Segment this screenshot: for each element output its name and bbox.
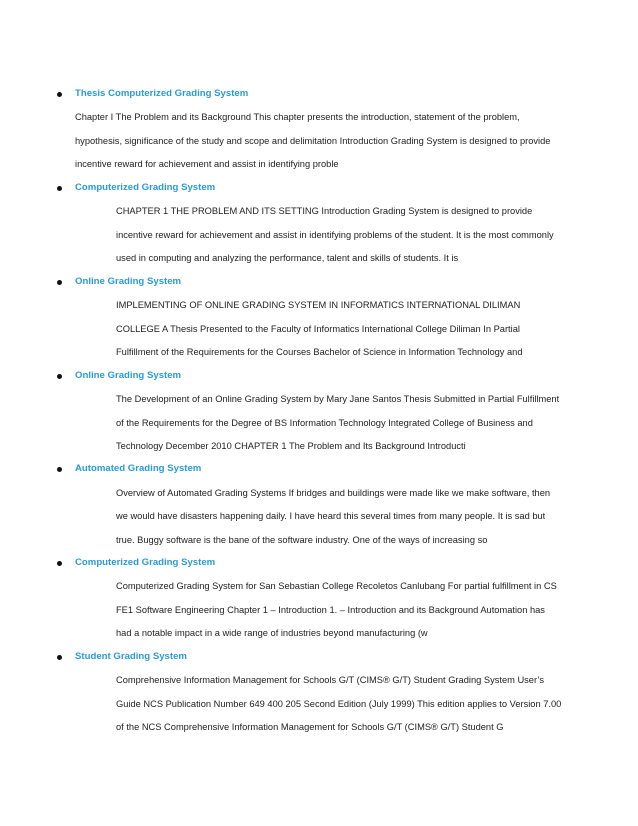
entry-snippet-line: incentive reward for achievement and assist in identifying problems of the student. It is the most commonly [116,230,554,240]
entry-snippet-line: The Development of an Online Grading System by Mary Jane Santos Thesis Submitted in Partial Fulfillment [116,394,560,404]
entry-snippet-line: had a notable impact in a wide range of industries beyond manufacturing (w [116,628,428,638]
entry-title-link[interactable]: Computerized Grading System [75,557,216,568]
entry-snippet-line: of the NCS Comprehensive Information Management for Schools G/T (CIMS® G/T) Student G [116,722,504,732]
bullet-icon [57,561,62,566]
entry-title-link[interactable]: Thesis Computerized Grading System [75,88,249,99]
entry-snippet-line: Chapter I The Problem and its Background This chapter presents the introduction, statement of the problem, [75,112,520,122]
entry-snippet-line: IMPLEMENTING OF ONLINE GRADING SYSTEM IN INFORMATICS INTERNATIONAL DILIMAN [116,300,521,310]
bullet-icon [57,467,62,472]
bullet-icon [57,186,62,191]
entry-snippet-line: Overview of Automated Grading Systems If bridges and buildings were made like we make software, then [116,488,551,498]
entry-title-link[interactable]: Computerized Grading System [75,182,216,193]
entry-title-link[interactable]: Automated Grading System [75,463,202,474]
entry-title-link[interactable]: Online Grading System [75,276,182,287]
entry-snippet-line: CHAPTER 1 THE PROBLEM AND ITS SETTING Introduction Grading System is designed to provide [116,206,533,216]
bullet-icon [57,92,62,97]
entry-snippet-line: used in computing and analyzing the performance, talent and skills of students. It is [116,253,459,263]
entry-snippet-line: Technology December 2010 CHAPTER 1 The Problem and Its Background Introducti [116,441,466,451]
entry-snippet-line: we would have disasters happening daily. I have heard this several times from many people. It is sad but [116,511,546,521]
entry-snippet-line: of the Requirements for the Degree of BS Information Technology Integrated College of Business and [116,418,533,428]
entry-snippet-line: COLLEGE A Thesis Presented to the Faculty of Informatics International College Diliman In Partial [116,324,520,334]
bullet-icon [57,655,62,660]
entry-title-link[interactable]: Student Grading System [75,651,187,662]
entry-snippet-line: incentive reward for achievement and assist in identifying proble [75,159,339,169]
entry-snippet-line: Computerized Grading System for San Sebastian College Recoletos Canlubang For partial fulfillment in CS [116,581,557,591]
entry-snippet-line: true. Buggy software is the bane of the software industry. One of the ways of increasing so [116,535,488,545]
entry-snippet-line: hypothesis, significance of the study and scope and delimitation Introduction Grading System is designed to provide [75,136,551,146]
entry-snippet-line: Comprehensive Information Management for Schools G/T (CIMS® G/T) Student Grading System User’s [116,675,544,685]
entry-snippet-line: Fulfillment of the Requirements for the Courses Bachelor of Science in Information Technology and [116,347,523,357]
bullet-icon [57,280,62,285]
entry-snippet-line: Guide NCS Publication Number 649 400 205 Second Edition (July 1999) This edition applies to Version 7.00 [116,699,562,709]
entry-snippet-line: FE1 Software Engineering Chapter 1 – Introduction 1. – Introduction and its Background Automation has [116,605,545,615]
entry-title-link[interactable]: Online Grading System [75,370,182,381]
bullet-icon [57,374,62,379]
